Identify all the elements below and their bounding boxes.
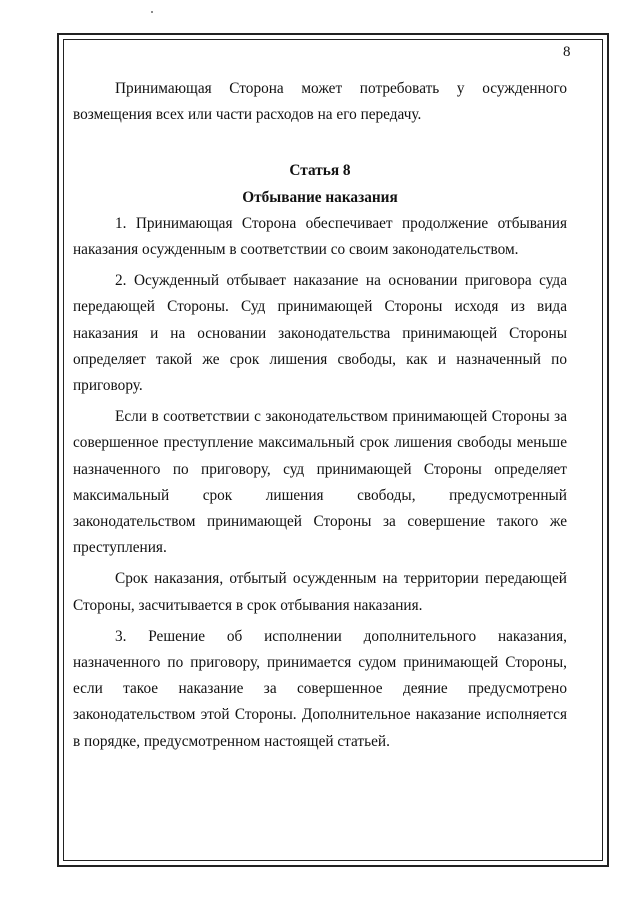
intro-paragraph: Принимающая Сторона может потребовать у осужденного возмещения всех или части расходов на его передачу. — [73, 80, 567, 124]
article-number: Статья 8 — [289, 162, 351, 180]
section-spacer — [73, 128, 567, 158]
paragraph-2-continued: Если в соответствии с законодательством принимающей Стороны за совершенное преступление максимальный срок лишения свободы меньше назначенного по приговору, суд принимающей Стороны определяет максимальный срок лишения свободы, предусмотренный законодательством принимающей Стороны за совершение такого же преступления. — [73, 408, 567, 557]
document-body — [73, 76, 567, 755]
scan-artifact-dot — [151, 11, 153, 13]
paragraph-1: 1. Принимающая Сторона обеспечивает продолжение отбывания наказания осужденным в соответствии со своим законодательством. — [73, 214, 567, 259]
page-number: 8 — [563, 44, 571, 60]
article-title: Отбывание наказания — [242, 188, 398, 206]
paragraph-term-credit: Срок наказания, отбытый осужденным на территории передающей Стороны, засчитывается в срок отбывания наказания. — [73, 570, 567, 614]
paragraph-3: 3. Решение об исполнении дополнительного наказания, назначенного по приговору, принимается судом принимающей Стороны, если такое наказание за совершенное деяние предусмотрено законодательством этой Стороны. Дополнительное наказание исполняется в порядке, предусмотренном настоящей статьей. — [73, 627, 567, 750]
paragraph-2: 2. Осужденный отбывает наказание на основании приговора суда передающей Стороны. Суд принимающей Стороны исходя из вида наказания и на основании законодательства принимающей Стороны определяет такой же срок лишения свободы, как и назначенный по приговору. — [73, 272, 567, 395]
